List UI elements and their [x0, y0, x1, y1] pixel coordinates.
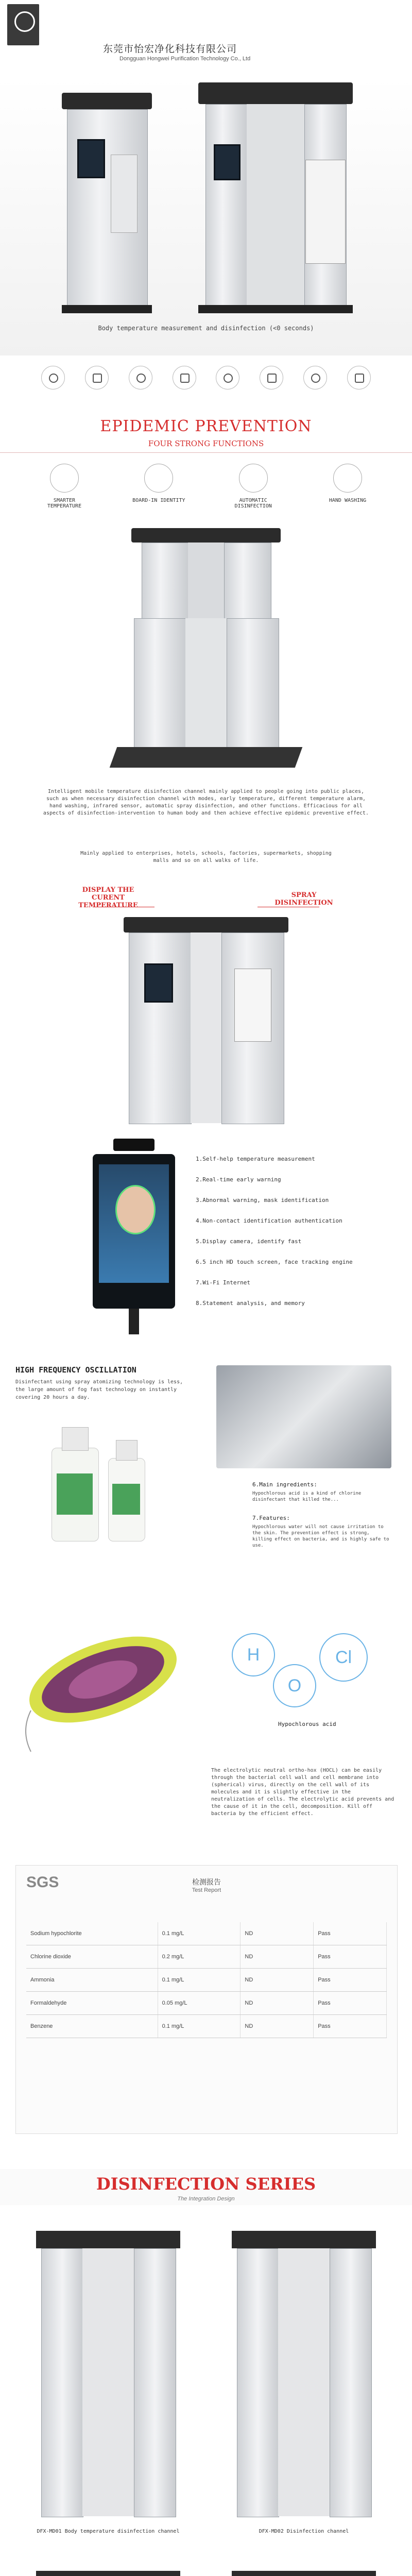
- report-title-cn: 检测报告: [192, 1878, 221, 1886]
- function-item: [120, 464, 197, 520]
- face-avatar-icon: [115, 1185, 156, 1234]
- sgs-logo: SGS: [26, 1874, 59, 1891]
- atomize-effect: Hypochlorous water will not cause irritation to the skin. The prevention effect is strong, killing effect on bacteria, and is highly safe to use.: [252, 1524, 389, 1548]
- prevention-title: EPIDEMIC PREVENTION: [100, 417, 312, 435]
- table-cell: 0.1 mg/L: [158, 2015, 241, 2038]
- face-feature-item: 3.Abnormal warning, mask identification: [196, 1197, 329, 1204]
- function-item: [26, 464, 103, 520]
- logo-block: [7, 4, 39, 45]
- hand-icon: [129, 366, 152, 389]
- series-caption: DFX-MD01 Body temperature disinfection channel: [37, 2529, 180, 2534]
- table-cell: Ammonia: [26, 1969, 158, 1991]
- atom-cl: Cl: [319, 1633, 368, 1682]
- series-product-image: [232, 2571, 376, 2576]
- series-subtitle: The Integration Design: [177, 2196, 235, 2202]
- logo-icon: [14, 11, 35, 32]
- table-cell: 0.2 mg/L: [158, 1945, 241, 1968]
- table-cell: Benzene: [26, 2015, 158, 2038]
- display-temperature-label: DISPLAY THE CURENT TEMPERATURE: [78, 886, 138, 909]
- function-icon: [333, 464, 362, 493]
- header-banner: [0, 0, 412, 77]
- face-terminal-image: [93, 1139, 175, 1334]
- table-cell: ND: [241, 2015, 314, 2038]
- face-feature-item: 7.Wi-Fi Internet: [196, 1279, 250, 1286]
- table-cell: 0.1 mg/L: [158, 1922, 241, 1945]
- report-document: [15, 1865, 398, 2134]
- series-caption: DFX-MD02 Disinfection channel: [259, 2529, 349, 2534]
- molecule-section: [0, 1597, 412, 1844]
- report-section: [0, 1844, 412, 2154]
- table-cell: Sodium hypochlorite: [26, 1922, 158, 1945]
- spray-icon: [216, 366, 239, 389]
- applied-paragraph: Mainly applied to enterprises, hotels, schools, factories, supermarkets, shopping malls and so on all walks of life.: [80, 851, 332, 863]
- molecule-diagram: [216, 1613, 391, 1716]
- atomize-title: HIGH FREQUENCY OSCILLATION: [15, 1365, 136, 1375]
- booth-left-image: [62, 93, 152, 314]
- function-icon: [50, 464, 79, 493]
- atomize-effect-title: 7.Features:: [252, 1515, 290, 1521]
- face-feature-item: 8.Statement analysis, and memory: [196, 1300, 305, 1307]
- table-cell: Formaldehyde: [26, 1992, 158, 2014]
- thermometer-icon: [85, 366, 109, 389]
- series-card: [211, 2221, 397, 2550]
- function-icon: [239, 464, 268, 493]
- face-feature-item: 2.Real-time early warning: [196, 1176, 281, 1183]
- function-label: AUTOMATIC DISINFECTION: [234, 498, 272, 509]
- atom-o: O: [273, 1664, 316, 1707]
- intro-paragraph: Intelligent mobile temperature disinfection channel mainly applied to people going into public places, such as when necessary disinfection channel with modes, early temperature, different temperature alarm, hand washing, infrared sensor, automatic spray disinfection, and other functions. Efficacious for all aspects of disinfection-intervention to human body and then achieve effective epidemic preventive effect.: [43, 789, 369, 816]
- table-cell: Pass: [314, 1992, 387, 2014]
- function-label: SMARTER TEMPERATURE: [47, 498, 82, 509]
- function-label: HAND WASHING: [329, 498, 367, 503]
- series-product-image: [36, 2231, 180, 2519]
- table-cell: 0.1 mg/L: [158, 1969, 241, 1991]
- face-terminal-section: [0, 1133, 412, 1360]
- shield-icon: [260, 366, 283, 389]
- intro-section: [0, 618, 412, 886]
- series-section: [0, 2154, 412, 2576]
- table-cell: ND: [241, 1922, 314, 1945]
- table-row: [26, 2015, 387, 2038]
- table-cell: Pass: [314, 1945, 387, 1968]
- feature-icon-row: [0, 355, 412, 402]
- table-cell: Pass: [314, 1922, 387, 1945]
- face-feature-item: 5.Display camera, identify fast: [196, 1238, 302, 1245]
- atom-h: H: [232, 1633, 275, 1676]
- face-feature-item: 1.Self-help temperature measurement: [196, 1156, 315, 1162]
- bell-icon: [347, 366, 371, 389]
- booth-right-image: [198, 82, 353, 314]
- function-label: BOARD-IN IDENTITY: [132, 498, 185, 503]
- atomize-notes: Hypochlorous acid is a kind of chlorine disinfectant that killed the...: [252, 1491, 362, 1502]
- table-cell: Pass: [314, 1969, 387, 1991]
- table-row: [26, 1992, 387, 2015]
- company-name-en: Dongguan Hongwei Purification Technology Co., Ltd: [119, 56, 251, 62]
- table-cell: ND: [241, 1945, 314, 1968]
- pipes-image: [216, 1365, 391, 1468]
- booth-open-image: [103, 618, 309, 773]
- series-card: [15, 2221, 201, 2550]
- electrolysis-text: The electrolytic neutral ortho-hox (HOCL) can be easily through the bacterial cell wall and cell membrane into (spherical) virus, directly on the cell wall of its molecules and it is slightly effective in the neutralization of cells. The electrolytic acid prevents and the cause of it in the cell, decomposition. Kill off bacteria by the efficient effect.: [211, 1768, 394, 1817]
- table-row: [26, 1945, 387, 1969]
- series-banner: [0, 2169, 412, 2205]
- spray-bottle-image: [36, 1417, 170, 1546]
- wifi-icon: [41, 366, 65, 389]
- hero-caption: Body temperature measurement and disinfection (<0 seconds): [98, 325, 314, 332]
- display-spray-section: [0, 886, 412, 1133]
- report-title-en: Test Report: [192, 1887, 221, 1893]
- function-item: [215, 464, 292, 520]
- booth-front-image: [124, 917, 288, 1128]
- table-cell: ND: [241, 1969, 314, 1991]
- table-cell: Chlorine dioxide: [26, 1945, 158, 1968]
- series-card: [211, 2561, 397, 2576]
- spray-disinfection-label: SPRAY DISINFECTION: [274, 891, 333, 907]
- series-card: [15, 2561, 201, 2576]
- hero-section: [0, 77, 412, 355]
- series-title: DISINFECTION SERIES: [96, 2174, 316, 2194]
- table-row: [26, 1969, 387, 1992]
- booth-angled-image: [111, 528, 301, 618]
- lock-icon: [303, 366, 327, 389]
- atomize-text: Disinfectant using spray atomizing technology is less, the large amount of fog fast technology on instantly covering 20 hours a day.: [15, 1379, 183, 1400]
- atomize-section: [0, 1360, 412, 1597]
- series-product-image: [36, 2571, 180, 2576]
- prevention-subtitle: FOUR STRONG FUNCTIONS: [148, 439, 264, 448]
- atomize-notes-title: 6.Main ingredients:: [252, 1481, 317, 1488]
- function-icon: [144, 464, 173, 493]
- table-cell: Pass: [314, 2015, 387, 2038]
- table-cell: 0.05 mg/L: [158, 1992, 241, 2014]
- table-row: [26, 1922, 387, 1945]
- molecule-label: Hypochlorous acid: [278, 1721, 336, 1727]
- series-product-image: [232, 2231, 376, 2519]
- prevention-divider: [0, 452, 412, 453]
- function-item: [309, 464, 386, 520]
- table-cell: ND: [241, 1992, 314, 2014]
- bacteria-illustration: [10, 1602, 196, 1757]
- company-name-cn: 东莞市怡宏净化科技有限公司: [103, 43, 237, 55]
- face-feature-item: 4.Non-contact identification authentication: [196, 1217, 342, 1224]
- prevention-section: [0, 402, 412, 618]
- face-icon: [173, 366, 196, 389]
- face-feature-item: 6.5 inch HD touch screen, face tracking engine: [196, 1259, 353, 1265]
